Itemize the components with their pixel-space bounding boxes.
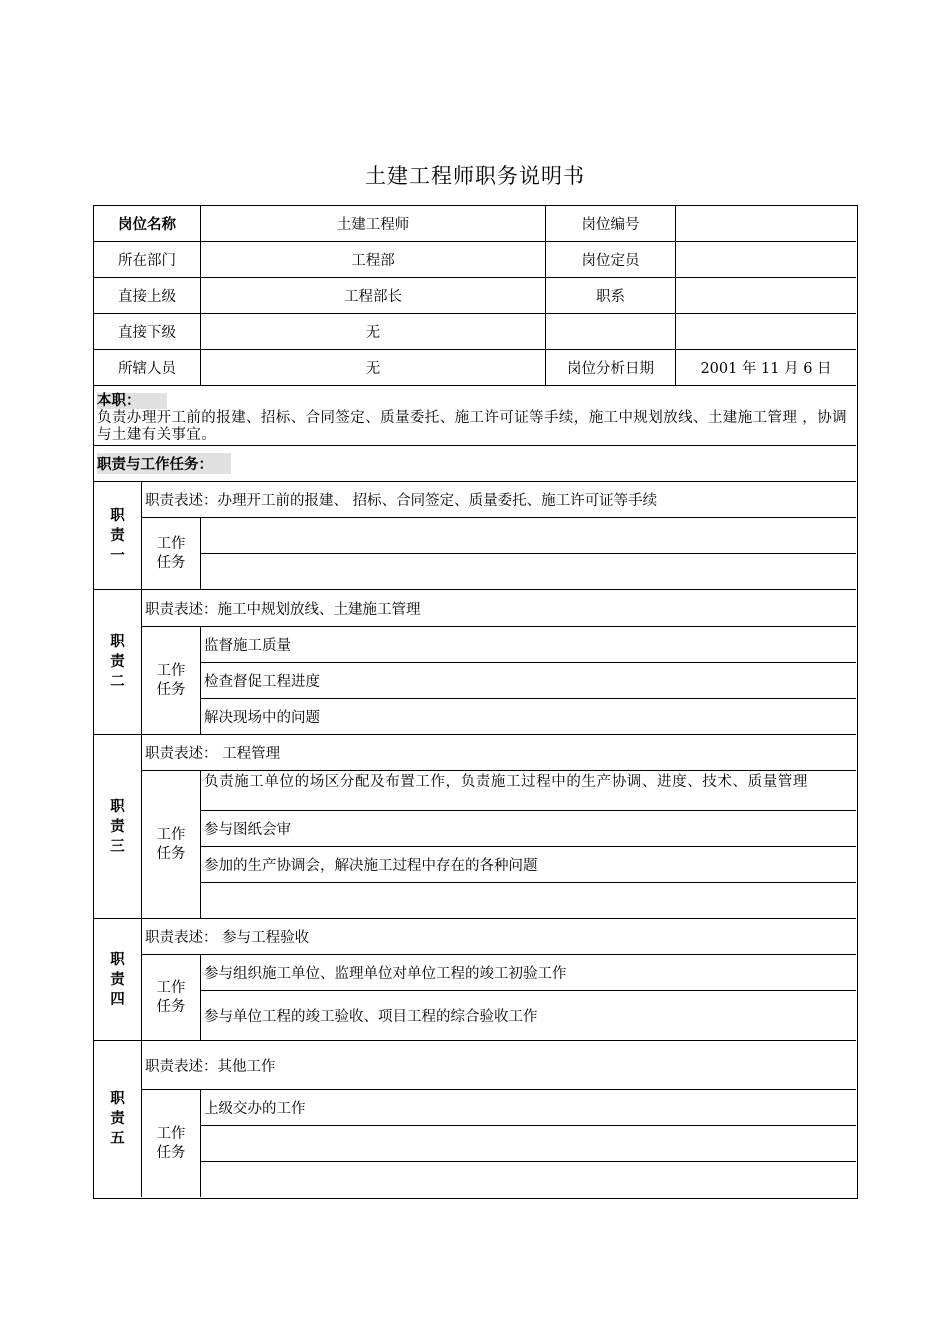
- position-name-value: 土建工程师: [201, 206, 546, 242]
- position-no-label: 岗位编号: [546, 206, 676, 242]
- empty-value-cell: [676, 314, 856, 350]
- headcount-value: [676, 242, 856, 278]
- duty-3-task-2: 参与图纸会审: [201, 811, 856, 847]
- analysis-date-label: 岗位分析日期: [546, 350, 676, 386]
- duty-4-task-2: 参与单位工程的竣工验收、项目工程的综合验收工作: [201, 991, 856, 1041]
- duty-5-task-3: [201, 1162, 856, 1197]
- duty-3-task-4: [201, 883, 856, 919]
- duty-1-task-1: [201, 518, 856, 554]
- duty-2-task-3: 解决现场中的问题: [201, 699, 856, 735]
- analysis-date-value: 2001 年 11 月 6 日: [676, 350, 856, 386]
- duty-2-description: 职责表述：施工中规划放线、土建施工管理: [142, 590, 856, 627]
- duty-1-label: 职 责 一: [94, 482, 142, 590]
- duty-2-label: 职 责 二: [94, 590, 142, 735]
- empty-label-cell: [546, 314, 676, 350]
- department-value: 工程部: [201, 242, 546, 278]
- duty-2-task-2: 检查督促工程进度: [201, 663, 856, 699]
- main-duty-label: 本职：: [97, 393, 167, 409]
- department-label: 所在部门: [94, 242, 201, 278]
- duty-4-task-1: 参与组织施工单位、监理单位对单位工程的竣工初验工作: [201, 955, 856, 991]
- main-duty-text: 负责办理开工前的报建、招标、合同签定、质量委托、施工许可证等手续，施工中规划放线、土建施工管理 ，协调与土建有关事宜。: [97, 410, 848, 443]
- duty-3-description: 职责表述： 工程管理: [142, 735, 856, 771]
- duty-5-task-label: 工作 任务: [142, 1090, 201, 1197]
- duties-section-label: 职责与工作任务：: [97, 453, 231, 474]
- duty-3-label: 职 责 三: [94, 735, 142, 919]
- superior-label: 直接上级: [94, 278, 201, 314]
- duty-5-task-2: [201, 1126, 856, 1162]
- headcount-label: 岗位定员: [546, 242, 676, 278]
- document-title: 土建工程师职务说明书: [365, 164, 585, 188]
- duty-1-description: 职责表述：办理开工前的报建、 招标、合同签定、质量委托、施工许可证等手续: [142, 482, 856, 518]
- subordinate-label: 直接下级: [94, 314, 201, 350]
- subordinate-value: 无: [201, 314, 546, 350]
- job-family-value: [676, 278, 856, 314]
- duty-2-task-1: 监督施工质量: [201, 627, 856, 663]
- job-description-table: [93, 205, 858, 1199]
- duty-1-task-2: [201, 554, 856, 590]
- duty-4-label: 职 责 四: [94, 919, 142, 1041]
- duty-3-task-3: 参加的生产协调会，解决施工过程中存在的各种问题: [201, 847, 856, 883]
- position-no-value: [676, 206, 856, 242]
- duty-4-task-label: 工作 任务: [142, 955, 201, 1041]
- duty-3-task-1: 负责施工单位的场区分配及布置工作，负责施工过程中的生产协调、进度、技术、质量管理: [201, 771, 856, 811]
- main-duty-block: [94, 386, 856, 446]
- job-family-label: 职系: [546, 278, 676, 314]
- duty-2-task-label: 工作 任务: [142, 627, 201, 735]
- duty-3-task-label: 工作 任务: [142, 771, 201, 919]
- duty-5-task-1: 上级交办的工作: [201, 1090, 856, 1126]
- staff-value: 无: [201, 350, 546, 386]
- superior-value: 工程部长: [201, 278, 546, 314]
- duty-1-task-label: 工作 任务: [142, 518, 201, 590]
- duty-4-description: 职责表述： 参与工程验收: [142, 919, 856, 955]
- duty-5-description: 职责表述：其他工作: [142, 1041, 856, 1090]
- duties-section-header: [94, 446, 856, 482]
- position-name-label: 岗位名称: [94, 206, 201, 242]
- staff-label: 所辖人员: [94, 350, 201, 386]
- duty-5-label: 职 责 五: [94, 1041, 142, 1197]
